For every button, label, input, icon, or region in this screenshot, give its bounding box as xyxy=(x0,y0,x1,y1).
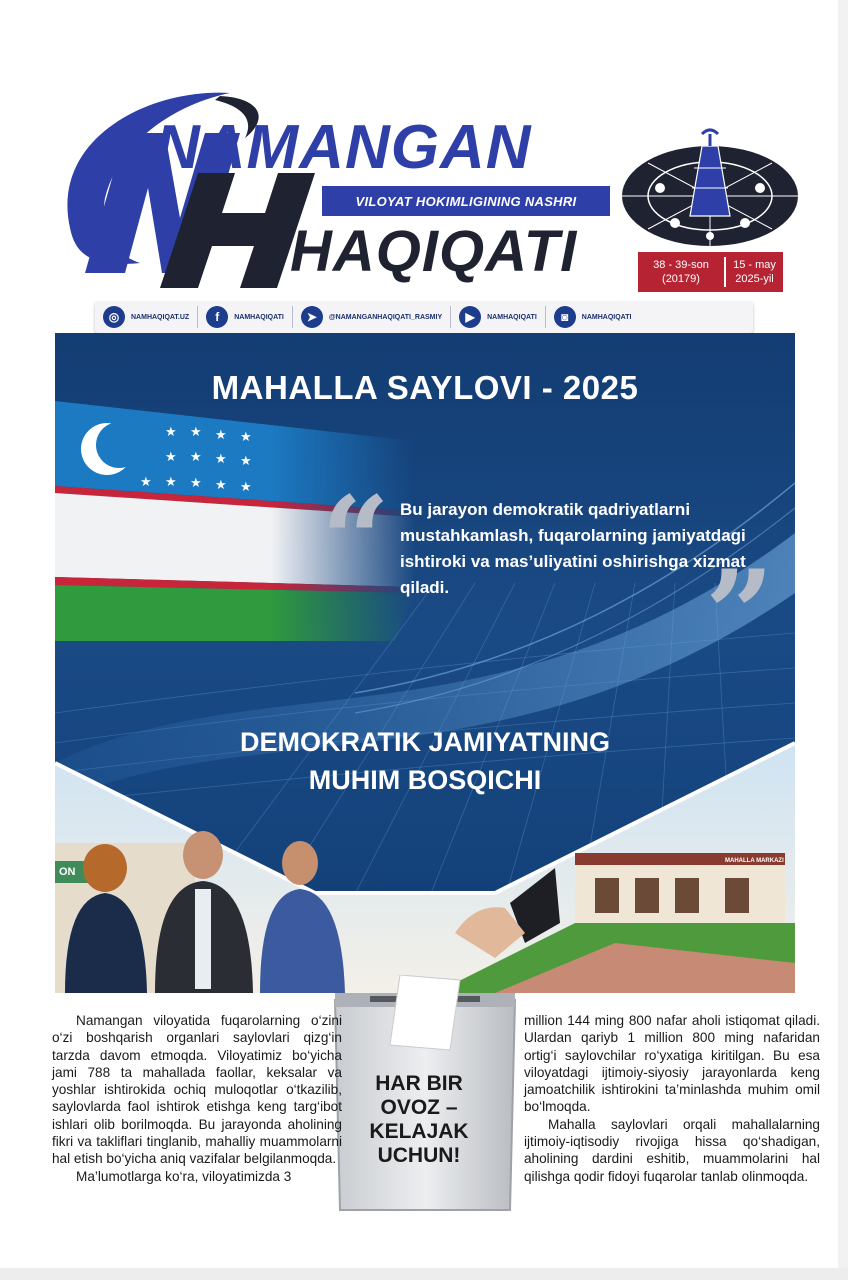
article-column-right xyxy=(524,1012,820,1185)
globe-icon: ◎ xyxy=(103,306,125,328)
instagram-icon: ◙ xyxy=(554,306,576,328)
svg-text:★: ★ xyxy=(190,450,202,465)
hero-banner xyxy=(55,333,795,993)
social-label: @NAMANGANHAQIQATI_RASMIY xyxy=(328,313,443,321)
article-paragraph: Ma’lumotlarga ko‘ra, viloyatimizda 3 xyxy=(76,1168,292,1184)
svg-text:★: ★ xyxy=(240,480,252,495)
issue-info-badge xyxy=(638,252,783,292)
social-label: NAMHAQIQAT.UZ xyxy=(131,313,190,321)
page-edge xyxy=(838,0,848,1280)
social-link-website[interactable] xyxy=(95,301,197,333)
quote-close-icon: ” xyxy=(705,544,775,685)
social-link-telegram[interactable] xyxy=(293,301,450,333)
social-link-youtube[interactable] xyxy=(451,301,545,333)
youtube-icon: ▶ xyxy=(459,306,481,328)
svg-text:★: ★ xyxy=(240,454,252,469)
masthead-subtitle: VILOYAT HOKIMLIGINING NASHRI xyxy=(322,186,610,216)
svg-text:★: ★ xyxy=(215,428,227,443)
issue-total: (20179) xyxy=(662,273,700,285)
masthead-title-top: NAMANGAN xyxy=(155,113,532,182)
ballot-line1: HAR BIR xyxy=(375,1072,463,1095)
issue-year: 2025-yil xyxy=(735,273,774,285)
article-paragraph: Mahalla saylovlari orqali mahallalarning ijtimoiy-iqtisodiy rivojiga hissa qo‘shadigan, aholining dardini eshitib, muammolarini hal qilishga qodir fidoyi fuqarolar tanlab olinmoqda. xyxy=(524,1116,820,1184)
ballot-line2: OVOZ – xyxy=(380,1096,458,1119)
svg-text:★: ★ xyxy=(190,425,202,440)
telegram-icon: ➤ xyxy=(301,306,323,328)
issue-number: 38 - 39-son xyxy=(653,259,709,271)
issue-date: 15 - may xyxy=(733,259,776,271)
social-label: NAMHAQIQATI xyxy=(234,313,284,321)
svg-text:★: ★ xyxy=(240,430,252,445)
article-paragraph: million 144 ming 800 nafar aholi istiqomat qiladi. Ulardan qariyb 1 million 800 ming nafaridan ortig‘i saylovchilar ro‘yxatiga kiritilgan. Bu esa viloyatdagi ijtimoiy-siyosiy jarayonlarda keng jamoatchilik ishtirokini ta’minlashda muhim omil bo‘lmoqda. xyxy=(524,1013,820,1115)
social-label: NAMHAQIQATI xyxy=(581,313,632,321)
social-links-bar xyxy=(95,301,753,333)
issue-date-block xyxy=(726,258,783,286)
svg-text:★: ★ xyxy=(190,476,202,491)
hero-title: MAHALLA SAYLOVI - 2025 xyxy=(211,369,639,406)
masthead-title-bottom: HAQIQATI xyxy=(290,219,578,284)
hero-subtitle-line1: DEMOKRATIK JAMIYATNING xyxy=(239,727,610,757)
svg-text:★: ★ xyxy=(165,450,177,465)
social-label: NAMHAQIQATI xyxy=(487,313,537,321)
quote-open-icon: “ xyxy=(321,470,391,611)
ballot-line3: KELAJAK xyxy=(369,1120,469,1143)
building-sign: MAHALLA MARKAZI xyxy=(725,858,784,864)
facebook-icon: f xyxy=(206,306,228,328)
namangan-emblem-icon xyxy=(620,128,800,248)
article-column-left xyxy=(52,1012,342,1185)
svg-text:★: ★ xyxy=(165,425,177,440)
svg-text:★: ★ xyxy=(165,475,177,490)
svg-text:★: ★ xyxy=(215,452,227,467)
svg-text:★: ★ xyxy=(140,475,152,490)
social-link-instagram[interactable] xyxy=(546,301,640,333)
page-bottom-strip xyxy=(0,1268,848,1280)
issue-number-block xyxy=(638,258,724,286)
hero-subtitle xyxy=(55,723,795,799)
social-link-facebook[interactable] xyxy=(198,301,292,333)
article-paragraph: Namangan viloyatida fuqarolarning o‘zini o‘zi boshqarish organlari saylovlari qizg‘in tarzda davom etmoqda. Viloyatimiz bo‘yicha jami 788 ta mahallada faollar, keksalar va yoshlar ishtirokida ochiq muloqotlar o‘tkazilib, saylovlarda faol ishtirok etishga keng targ‘ibot ishlari olib borilmoqda. Bu jarayonda aholining fikri va takliflari tinglanib, mahalliy muammolarni hal etish bo‘yicha aniq vazifalar belgilanmoqda. xyxy=(52,1013,342,1167)
store-sign: ON xyxy=(59,866,76,878)
svg-text:★: ★ xyxy=(215,478,227,493)
ballot-line4: UCHUN! xyxy=(377,1144,461,1167)
ballot-slogan xyxy=(360,1072,478,1168)
hero-quote: Bu jarayon demokratik qadriyatlarni mustahkamlash, fuqarolarning jamiyatdagi ishtiroki va mas’uliyatini oshirishga xizmat qiladi. xyxy=(400,500,746,597)
hero-subtitle-line2: MUHIM BOSQICHI xyxy=(308,765,542,795)
ballot-paper xyxy=(390,975,460,1050)
